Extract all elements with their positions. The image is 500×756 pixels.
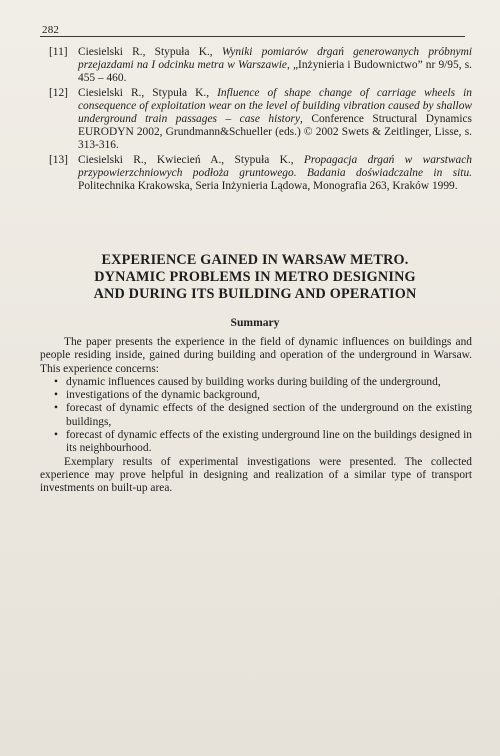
summary-heading: Summary (230, 316, 280, 329)
reference-title: Propagacja drgań w warstwach przypowierzchniowych podłoża gruntowego. Badania doświadczalne in situ. (78, 153, 472, 179)
reference-item (40, 46, 472, 86)
reference-details: , „Inżynieria i Budownictwo” nr 9/95, s. 455 – 460. (78, 59, 472, 85)
title-line: DYNAMIC PROBLEMS IN METRO DESIGNING (94, 269, 416, 285)
bullet-text: forecast of dynamic effects of the existing underground line on the buildings designed in its neighbourhood. (66, 429, 472, 455)
bullet-icon: • (54, 402, 58, 415)
paper-title (40, 252, 470, 303)
bullet-list (40, 376, 472, 456)
reference-details: , Conference Structural Dynamics EURODYN 2002, Grundmann&Schueller (eds.) © 2002 Swets & Zeitlinger, Lisse, s. 313-316. (78, 113, 472, 152)
reference-item (40, 87, 472, 153)
page-number: 282 (42, 24, 60, 36)
title-line: EXPERIENCE GAINED IN WARSAW METRO. (101, 252, 409, 268)
reference-number: [13] (49, 153, 68, 166)
bullet-text: dynamic influences caused by building works during building of the underground, (66, 375, 441, 388)
reference-title: Influence of shape change of carriage wheels in consequence of exploitation wear on the level of building vibration caused by shallow underground train passages – case history (78, 86, 472, 126)
intro-paragraph: The paper presents the experience in the field of dynamic influences on buildings and people residing inside, gained during building and operation of the underground in Warsaw. This experience concerns: (40, 336, 472, 375)
bullet-item (40, 376, 472, 389)
title-line: AND DURING ITS BUILDING AND OPERATION (93, 286, 417, 302)
bullet-icon: • (54, 375, 58, 388)
reference-item (40, 154, 472, 194)
reference-title: Wyniki pomiarów drgań generowanych próbnymi przejazdami na I odcinku metra w Warszawie (78, 46, 472, 72)
bullet-icon: • (54, 429, 58, 442)
bullet-text: forecast of dynamic effects of the designed section of the underground on the existing buildings, (66, 402, 472, 428)
bullet-item (40, 429, 472, 456)
reference-number: [11] (49, 46, 68, 58)
bullet-text: investigations of the dynamic background, (66, 389, 260, 402)
bullet-item (40, 389, 472, 402)
header-rule (40, 36, 465, 37)
reference-list (40, 46, 472, 194)
closing-paragraph: Exemplary results of experimental investigations were presented. The collected experience may prove helpful in designing and realization of a similar type of transport investments on built-up area. (40, 455, 472, 495)
bullet-icon: • (54, 389, 58, 402)
reference-number: [12] (49, 86, 68, 99)
reference-authors: Ciesielski R., Stypuła K., (78, 86, 218, 99)
reference-details: Politechnika Krakowska, Seria Inżynieria Lądowa, Monografia 263, Kraków 1999. (78, 180, 458, 193)
reference-authors: Ciesielski R., Kwiecień A., Stypuła K., (78, 153, 304, 166)
reference-authors: Ciesielski R., Stypuła K., (78, 46, 222, 58)
bullet-item (40, 402, 472, 429)
summary-body (40, 336, 472, 496)
